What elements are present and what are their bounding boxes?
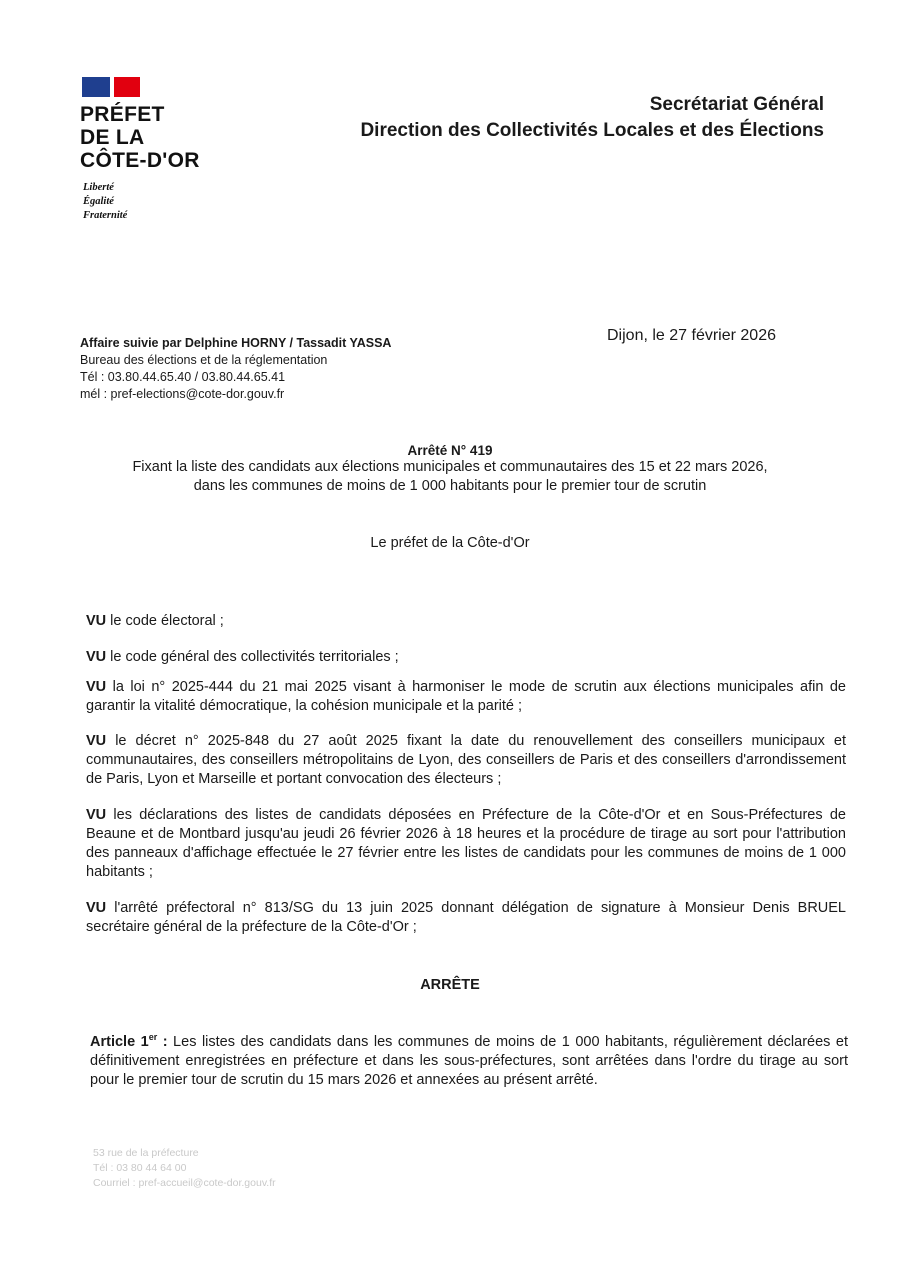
- consideration-item: [86, 732, 846, 789]
- article-1: [90, 1028, 848, 1090]
- consideration-item: [86, 806, 846, 882]
- department-header: [360, 92, 824, 144]
- consideration-text: l'arrêté préfectoral n° 813/SG du 13 juin 2025 donnant délégation de signature à Monsieur Denis BRUEL secrétaire général de la préfecture de la Côte-d'Or ;: [86, 900, 846, 935]
- motto-line: Fraternité: [83, 210, 128, 221]
- article-label-sup: er: [148, 1032, 158, 1042]
- republic-motto: [83, 181, 127, 223]
- contact-block: [80, 335, 391, 403]
- vu-label: VU: [86, 733, 107, 749]
- flag-red-band: [114, 77, 140, 97]
- prefecture-name-line: CÔTE-D'OR: [80, 149, 200, 172]
- consideration-item: [86, 678, 846, 716]
- article-label-colon: :: [157, 1033, 168, 1050]
- prefecture-name-line: DE LA: [80, 126, 145, 149]
- consideration-text: le décret n° 2025-848 du 27 août 2025 fixant la date du renouvellement des conseillers municipaux et communautaires, des conseillers métropolitains de Lyon, des conseillers de Paris et des conseillers d'arrondissement de Paris, Lyon et Marseille et portant convocation des électeurs ;: [86, 733, 846, 787]
- prefecture-name-line: PRÉFET: [80, 103, 165, 126]
- motto-line: Égalité: [83, 196, 114, 207]
- article-label: [90, 1034, 168, 1050]
- article-label-text: Article 1: [90, 1033, 149, 1050]
- vu-label: VU: [86, 649, 107, 665]
- footer-address-block: [93, 1146, 276, 1191]
- direction-title: Direction des Collectivités Locales et des Élections: [360, 120, 824, 141]
- marianne-flag-logo: [82, 77, 140, 97]
- prefect-heading: Le préfet de la Côte-d'Or: [370, 535, 530, 551]
- decree-subtitle: [40, 458, 860, 496]
- prefecture-name: [80, 103, 200, 172]
- vu-label: VU: [86, 900, 107, 916]
- vu-label: VU: [86, 613, 107, 629]
- subtitle-line: dans les communes de moins de 1 000 habitants pour le premier tour de scrutin: [193, 478, 707, 494]
- flag-blue-band: [82, 77, 110, 97]
- consideration-item: [86, 648, 846, 667]
- article-text: Les listes des candidats dans les communes de moins de 1 000 habitants, régulièrement déclarées et définitivement enregistrées en préfecture et dans les sous-préfectures, sont arrêtées dans l'ordre du tirage au sort pour le premier tour de scrutin du 15 mars 2026 et annexées au présent arrêté.: [90, 1033, 849, 1088]
- bureau: Bureau des élections et de la réglementation: [80, 353, 328, 367]
- consideration-item: [86, 612, 846, 631]
- consideration-text: le code électoral ;: [106, 613, 224, 629]
- footer-email: Courriel : pref-accueil@cote-dor.gouv.fr: [93, 1177, 276, 1189]
- footer-phone: Tél : 03 80 44 64 00: [93, 1162, 187, 1174]
- email: mél : pref-elections@cote-dor.gouv.fr: [80, 387, 285, 401]
- consideration-text: les déclarations des listes de candidats déposées en Préfecture de la Côte-d'Or et en Sous-Préfectures de Beaune et de Montbard jusqu'au jeudi 26 février 2026 à 18 heures et la procédure de tirage au sort pour l'attribution des panneaux d'affichage effectuée le 27 février entre les listes de candidats pour les communes de moins de 1 000 habitants ;: [86, 807, 846, 880]
- consideration-text: la loi n° 2025-444 du 21 mai 2025 visant à harmoniser le mode de scrutin aux élections municipales afin de garantir la vitalité démocratique, la cohésion municipale et la parité ;: [86, 679, 846, 714]
- followed-by: Affaire suivie par Delphine HORNY / Tassadit YASSA: [80, 336, 392, 350]
- consideration-text: le code général des collectivités territoriales ;: [106, 649, 399, 665]
- subtitle-line: Fixant la liste des candidats aux élections municipales et communautaires des 15 et 22 mars 2026,: [132, 459, 768, 475]
- document-date: Dijon, le 27 février 2026: [607, 327, 776, 344]
- consideration-item: [86, 899, 846, 937]
- vu-label: VU: [86, 807, 107, 823]
- footer-address: 53 rue de la préfecture: [93, 1147, 199, 1159]
- decision-heading: ARRÊTE: [420, 977, 480, 993]
- motto-line: Liberté: [83, 182, 114, 193]
- vu-label: VU: [86, 679, 107, 695]
- decree-number: Arrêté N° 419: [407, 443, 493, 458]
- phone: Tél : 03.80.44.65.40 / 03.80.44.65.41: [80, 370, 286, 384]
- secretariat-title: Secrétariat Général: [649, 94, 824, 115]
